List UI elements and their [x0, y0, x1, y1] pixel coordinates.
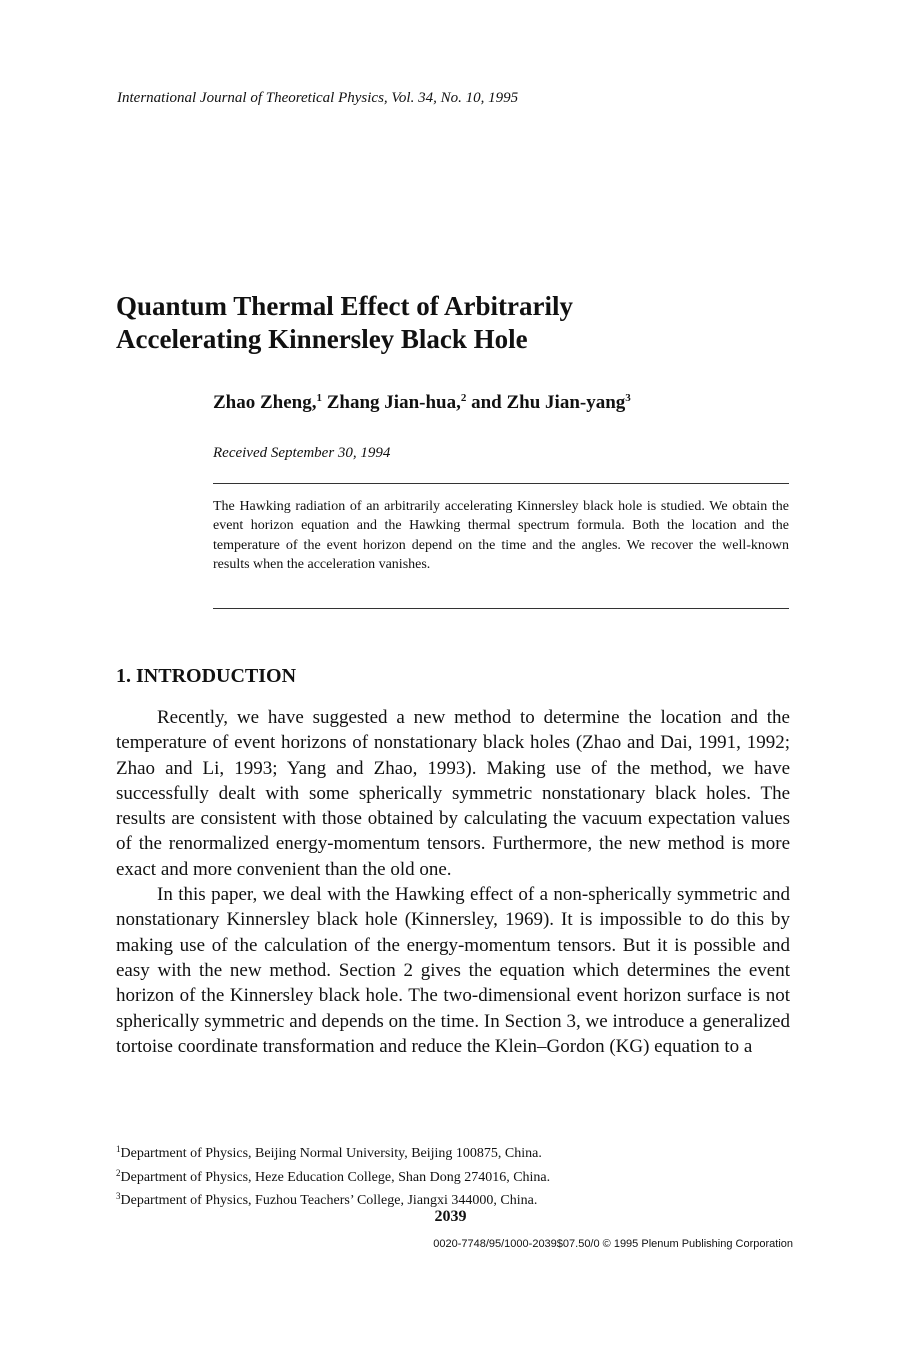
- footnote-3: [116, 1187, 796, 1211]
- title-line-2: Accelerating Kinnersley Black Hole: [116, 324, 528, 354]
- footnote-2-text: Department of Physics, Heze Education College, Shan Dong 274016, China.: [120, 1169, 551, 1185]
- footnote-1-mark: 1: [116, 1144, 121, 1154]
- footnote-2: [116, 1164, 796, 1188]
- paragraph-1: Recently, we have suggested a new method to determine the location and the temperature of event horizons of nonstationary black holes (Zhao and Dai, 1991, 1992; Zhao and Li, 1993; Yang and Zhao, 1993). Making use of the method, we have successfully dealt with some spherically symmetric nonstationary black holes. The results are consistent with those obtained by calculating the vacuum expectation values of the renormalized energy-momentum tensors. Furthermore, the new method is more exact and more convenient than the old one.: [116, 707, 790, 880]
- abstract-bottom-rule: [213, 608, 789, 609]
- footnote-3-text: Department of Physics, Fuzhou Teachers’ College, Jiangxi 344000, China.: [120, 1193, 538, 1208]
- footnotes: [116, 1140, 796, 1211]
- author-1-mark: 1: [316, 392, 322, 404]
- abstract: The Hawking radiation of an arbitrarily accelerating Kinnersley black hole is studied. We obtain the event horizon equation and the Hawking thermal spectrum formula. Both the location and the temperature of the event horizon depend on the time and the angles. We recover the well-known results when the acceleration vanishes.: [213, 499, 789, 572]
- received-date: Received September 30, 1994: [213, 445, 391, 461]
- footnote-1-text: Department of Physics, Beijing Normal University, Beijing 100875, China.: [120, 1146, 542, 1161]
- body-text: [116, 705, 790, 1059]
- section-heading: 1. INTRODUCTION: [116, 665, 297, 687]
- author-2-mark: 2: [460, 392, 467, 404]
- journal-header: International Journal of Theoretical Physics, Vol. 34, No. 10, 1995: [117, 90, 519, 106]
- author-3: and Zhu Jian-yang: [466, 392, 626, 413]
- author-1: Zhao Zheng,: [213, 392, 317, 413]
- author-list: [213, 392, 631, 414]
- copyright-line: 0020-7748/95/1000-2039$07.50/0 © 1995 Plenum Publishing Corporation: [433, 1238, 793, 1250]
- paragraph-2: In this paper, we deal with the Hawking effect of a non-spherically symmetric and nonstationary Kinnersley black hole (Kinnersley, 1969). It is impossible to do this by making use of the calculation of the energy-momentum tensors. But it is possible and easy with the new method. Section 2 gives the equation which determines the event horizon of the Kinnersley black hole. The two-dimensional event horizon surface is not spherically symmetric and depends on the time. In Section 3, we introduce a generalized tortoise coordinate transformation and reduce the Klein–Gordon (KG) equation to a: [116, 884, 790, 1057]
- author-2: Zhang Jian-hua,: [321, 392, 461, 413]
- footnote-2-mark: 2: [116, 1167, 121, 1178]
- paper-title: [116, 290, 816, 356]
- page-number: 2039: [434, 1208, 467, 1225]
- author-3-mark: 3: [625, 392, 631, 404]
- footnote-3-mark: 3: [116, 1191, 121, 1201]
- title-line-1: Quantum Thermal Effect of Arbitrarily: [116, 291, 573, 321]
- abstract-top-rule: [213, 483, 789, 484]
- footnote-1: [116, 1140, 796, 1164]
